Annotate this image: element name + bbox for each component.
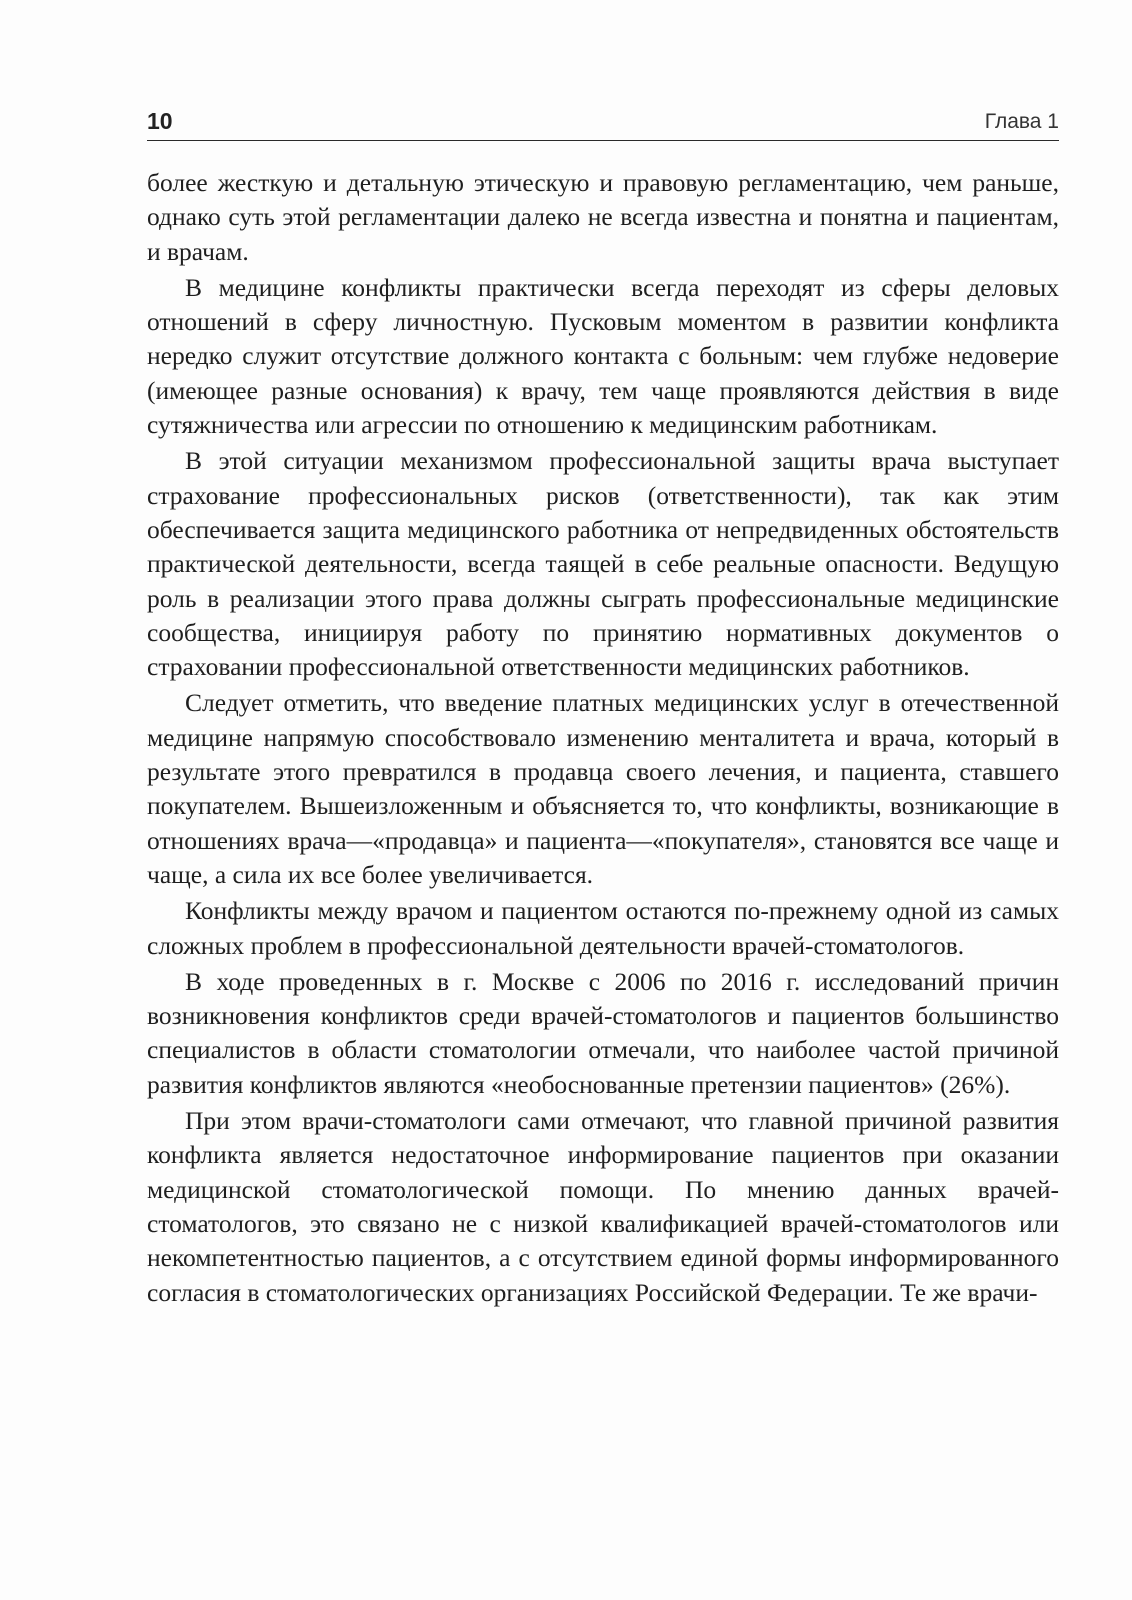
paragraph: В медицине конфликты практически всегда переходят из сферы деловых отношений в сферу личностную. Пусковым моментом в развитии конфликта нередко служит отсутствие должного контакта с больным: чем глубже недоверие (имеющее разные основания) к врачу, тем чаще проявляются действия в виде сутяжничества или агрессии по отношению к медицинским работникам. <box>147 272 1059 440</box>
paragraph: В ходе проведенных в г. Москве с 2006 по 2016 г. исследований причин возникновения конфликтов среди врачей-стоматологов и пациентов большинство специалистов в области стоматологии отмечали, что наиболее частой причиной развития конфликтов являются «необоснованные претензии пациентов» (26%). <box>147 966 1059 1099</box>
running-header <box>147 106 1059 141</box>
page-number: 10 <box>147 108 173 134</box>
paragraph: Конфликты между врачом и пациентом остаются по-прежнему одной из самых сложных проблем в профессиональной деятельности врачей-стоматологов. <box>147 896 1059 960</box>
body-text <box>147 166 1059 1310</box>
paragraph: Следует отметить, что введение платных медицинских услуг в отечественной медицине напрямую способствовало изменению менталитета и врача, который в результате этого превратился в продавца своего лечения, и пациента, ставшего покупателем. Вышеизложенным и объясняется то, что конфликты, возникающие в отношениях врача—«продавца» и пациента—«покупателя», становятся все чаще и чаще, а сила их все более увеличивается. <box>147 688 1059 889</box>
paragraph: При этом врачи-стоматологи сами отмечают, что главной причиной развития конфликта является недостаточное информирование пациентов при оказании медицинской стоматологической помощи. По мнению данных врачей-стоматологов, это связано не с низкой квалификацией врачей-стоматологов или некомпетентностью пациентов, а с отсутствием единой формы информированного согласия в стоматологических организациях Российской Федерации. Те же врачи- <box>147 1106 1059 1307</box>
paragraph-continuation: более жесткую и детальную этическую и правовую регламентацию, чем раньше, однако суть этой регламентации далеко не всегда известна и понятна и пациентам, и врачам. <box>147 168 1059 266</box>
paragraph: В этой ситуации механизмом профессиональной защиты врача выступает страхование профессиональных рисков (ответственности), так как этим обеспечивается защита медицинского работника от непредвиденных обстоятельств практической деятельности, всегда таящей в себе реальные опасности. Ведущую роль в реализации этого права должны сыграть профессиональные медицинские сообщества, инициируя работу по принятию нормативных документов о страховании профессиональной ответственности медицинских работников. <box>147 446 1059 682</box>
chapter-title: Глава 1 <box>984 110 1059 133</box>
